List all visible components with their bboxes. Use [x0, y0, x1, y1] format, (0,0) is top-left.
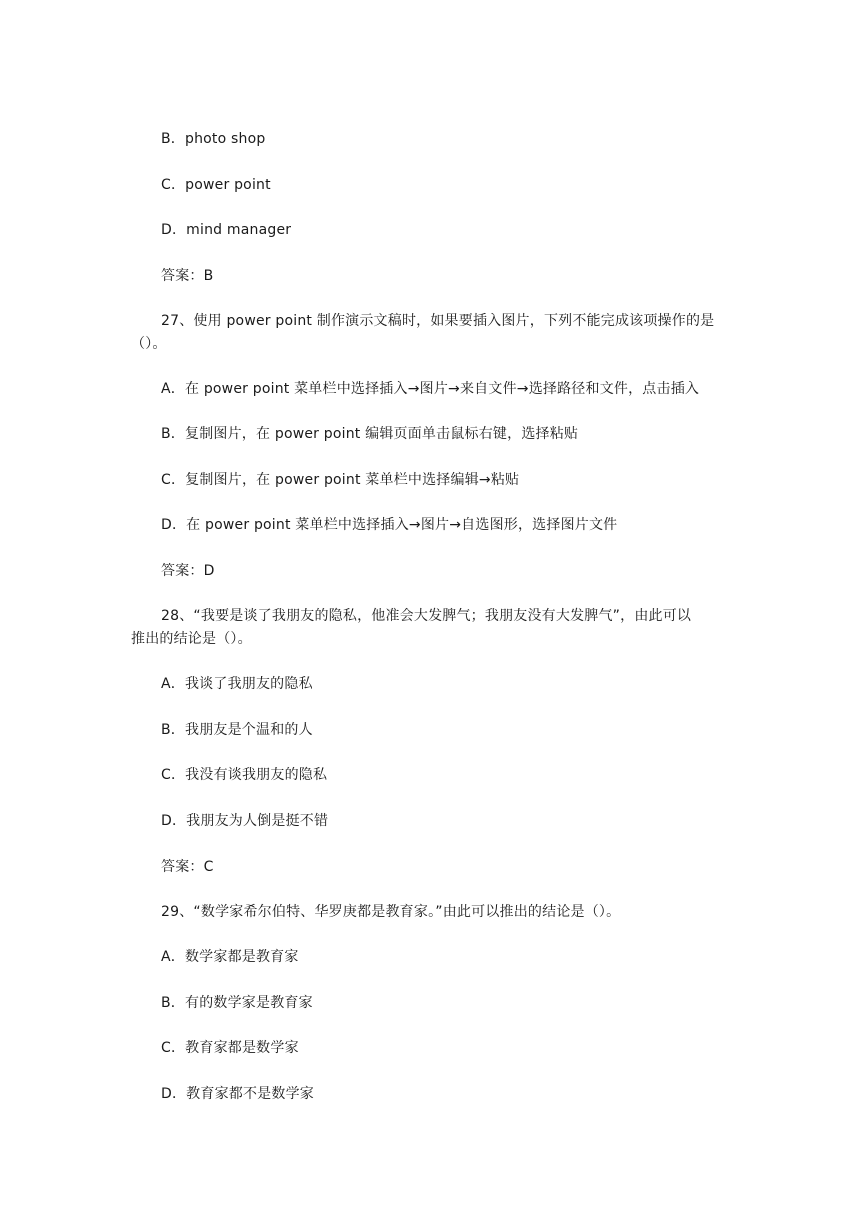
q28-option-d: D．我朋友为人倒是挺不错 — [161, 813, 329, 829]
q29-option-d: D．教育家都不是数学家 — [161, 1086, 314, 1102]
q29-option-c: C．教育家都是数学家 — [161, 1040, 299, 1056]
q28-option-b: B．我朋友是个温和的人 — [161, 722, 313, 738]
q28-stem-line1: 28、“我要是谈了我朋友的隐私，他准会大发脾气；我朋友没有大发脾气”，由此可以 — [161, 608, 692, 624]
q28-option-c: C．我没有谈我朋友的隐私 — [161, 767, 328, 783]
q27-option-d: D．在 power point 菜单栏中选择插入→图片→自选图形，选择图片文件 — [161, 517, 618, 533]
q27-option-b: B．复制图片，在 power point 编辑页面单击鼠标右键，选择粘贴 — [161, 426, 579, 442]
q27-answer: 答案：D — [161, 563, 215, 579]
q29-option-b: B．有的数学家是教育家 — [161, 995, 313, 1011]
q28-answer: 答案：C — [161, 859, 214, 875]
q26-option-d: D．mind manager — [161, 222, 292, 238]
q26-option-b: B．photo shop — [161, 131, 266, 147]
q27-stem-line1: 27、使用 power point 制作演示文稿时，如果要插入图片，下列不能完成该项操作的是 — [161, 313, 715, 329]
q27-option-c: C．复制图片，在 power point 菜单栏中选择编辑→粘贴 — [161, 472, 520, 488]
q26-answer: 答案：B — [161, 268, 214, 284]
q29-stem: 29、“数学家希尔伯特、华罗庚都是教育家。”由此可以推出的结论是（）。 — [161, 904, 621, 920]
q27-stem-line2: （）。 — [131, 336, 167, 352]
q27-option-a: A．在 power point 菜单栏中选择插入→图片→来自文件→选择路径和文件，点击插入 — [161, 381, 700, 397]
q29-option-a: A．数学家都是教育家 — [161, 949, 299, 965]
q26-option-c: C．power point — [161, 177, 271, 193]
q28-stem-line2: 推出的结论是（）。 — [131, 631, 252, 647]
q28-option-a: A．我谈了我朋友的隐私 — [161, 676, 313, 692]
